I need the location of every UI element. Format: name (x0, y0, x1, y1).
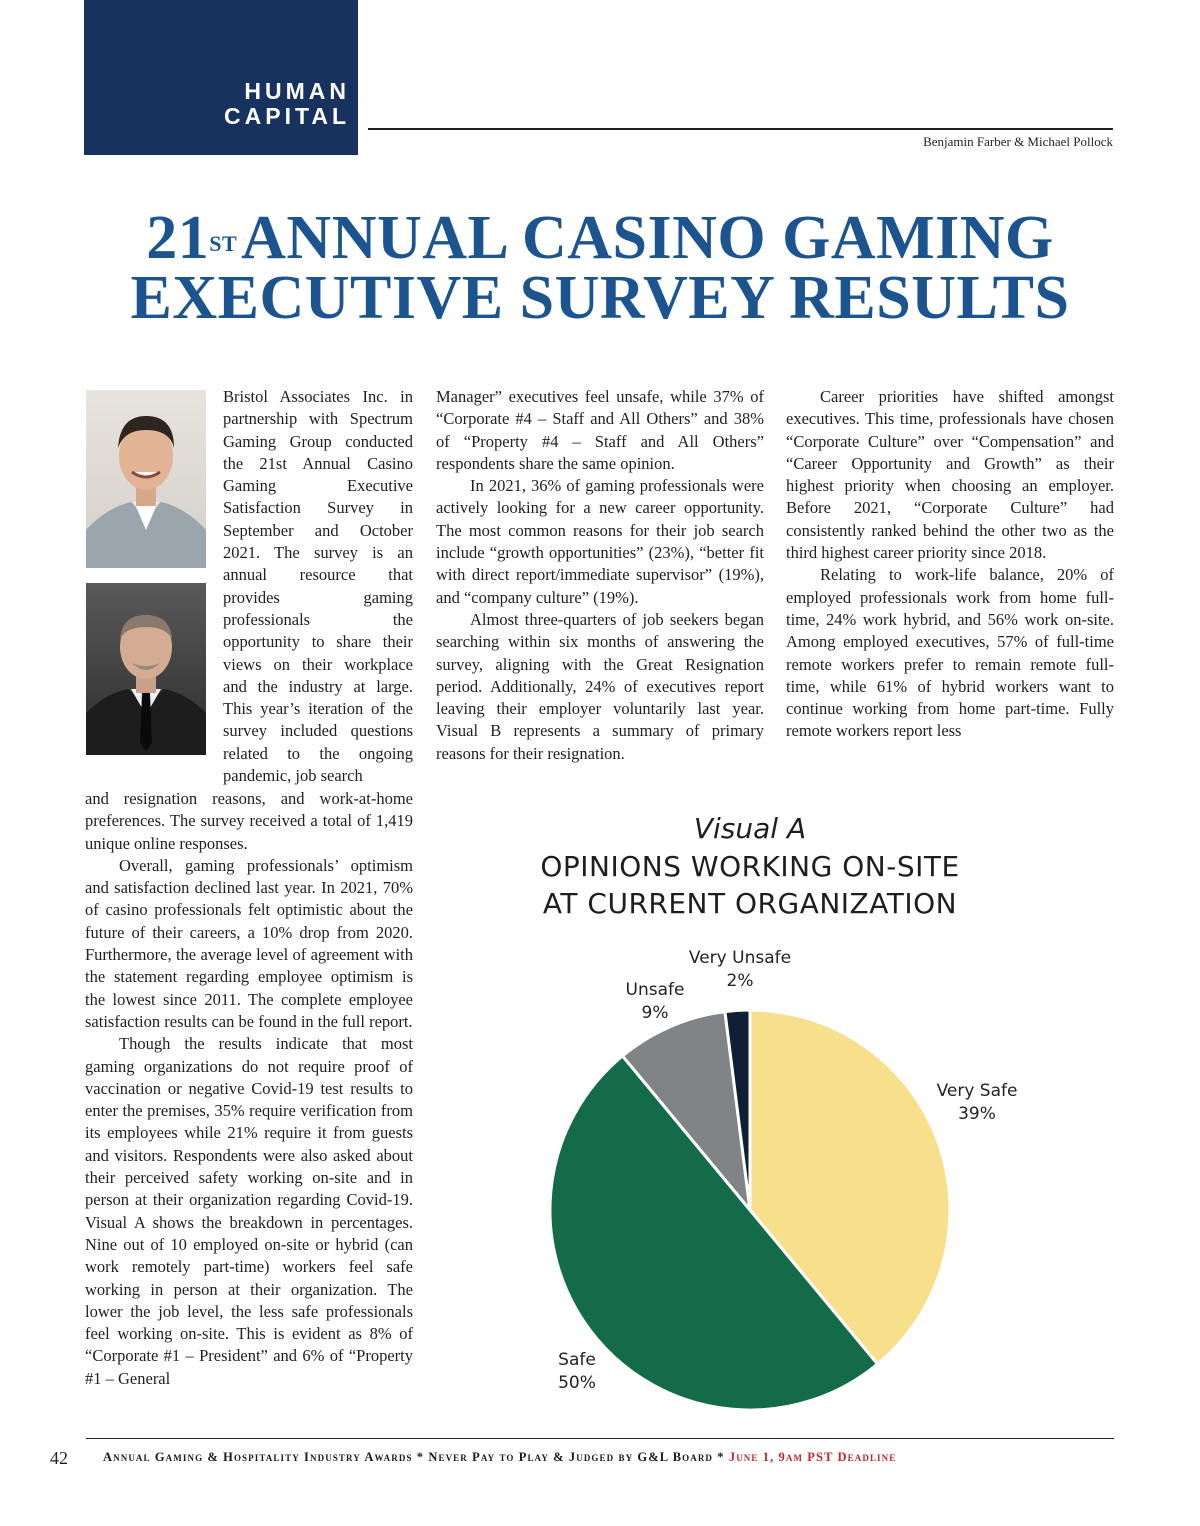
slice-value-label: 9% (641, 1003, 669, 1023)
byline: Benjamin Farber & Michael Pollock (923, 134, 1113, 149)
paragraph: Career priorities have shifted amongst executives. This time, professionals have chosen “Corporate Culture” over “Compensation” and “Career Opportunity and Growth” as their highest priority when choosing an employer. Before 2021, “Corporate Culture” had consistently ranked behind the other two as the third highest career priority since 2018. (786, 387, 1114, 563)
paragraph: In 2021, 36% of gaming professionals were actively looking for a new career opportunity. The most common reasons for their job search include “growth opportunities” (23%), “better fit with direct report/immediate supervisor” (19%), and “company culture” (19%). (436, 476, 764, 607)
section-banner (84, 0, 358, 155)
article-col1-bottom (85, 788, 413, 1390)
footer-deadline: June 1, 9am PST Deadline (728, 1450, 897, 1464)
page-number: 42 (50, 1448, 68, 1468)
article-col2 (436, 386, 764, 765)
header-divider (368, 128, 1113, 130)
article-col1-top (223, 386, 413, 787)
paragraph: Overall, gaming professionals’ optimism and satisfaction declined last year. In 2021, 70% of casino professionals felt optimistic about the future of their careers, a 10% drop from 2020. Furthermore, the average level of agreement with the statement regarding employee optimism is the lowest since 2011. The complete employee satisfaction results can be found in the full report. (85, 855, 413, 1031)
chart-title-line1: OPINIONS WORKING ON-SITE (540, 850, 960, 883)
slice-name-label: Very Unsafe (688, 948, 792, 968)
paragraph: Relating to work-life balance, 20% of employed professionals work from home full-time, 24% work hybrid, and 56% work on-site. Among employed executives, 57% of full-time remote workers prefer to remain remote full-time, while 61% of hybrid workers want to continue working from home part-time. Fully remote workers report less (786, 565, 1114, 741)
slice-value-label: 39% (958, 1104, 996, 1124)
slice-value-label: 2% (726, 971, 754, 991)
section-label (224, 79, 350, 129)
paragraph: Bristol Associates Inc. in partnership with Spectrum Gaming Group conducted the 21st Annual Casino Gaming Executive Satisfaction Survey in September and October 2021. The survey is an annual resource that provides gaming professionals the opportunity to share their views on their workplace and the industry at large. This year’s iteration of the survey included questions related to the ongoing pandemic, job search (223, 387, 413, 786)
pie-chart (480, 940, 1020, 1420)
paragraph: Though the results indicate that most gaming organizations do not require proof of vaccination or negative Covid-19 test results to enter the premises, 35% require verification from its employees while 21% require it from guests and visitors. Respondents were also asked about their perceived safety working on-site and in person at their organization regarding Covid-19. Visual A shows the breakdown in percentages. Nine out of 10 employed on-site or hybrid (can work remotely part-time) workers feel safe working in person at their organization. The lower the job level, the less safe professionals feel working on-site. This is evident as 8% of “Corporate #1 – President” and 6% of “Property #1 – General (85, 1034, 413, 1388)
section-label-line2: CAPITAL (224, 103, 350, 129)
footer-divider (86, 1438, 1114, 1439)
author-photo-2 (86, 583, 206, 755)
title-line1 (60, 204, 1140, 272)
article-title (60, 204, 1140, 332)
footer-banner (103, 1450, 896, 1465)
title-line2: EXECUTIVE SURVEY RESULTS (130, 264, 1070, 332)
chart-title-line2: AT CURRENT ORGANIZATION (542, 887, 958, 920)
article-col3 (786, 386, 1114, 743)
slice-name-label: Unsafe (625, 980, 685, 1000)
chart-label: Visual A (693, 812, 807, 845)
footer-text: Annual Gaming & Hospitality Industry Awards * Never Pay to Play & Judged by G&L Board * (103, 1450, 729, 1464)
paragraph: Manager” executives feel unsafe, while 37% of “Corporate #4 – Staff and All Others” and 38% of “Property #4 – Staff and All Others” respondents share the same opinion. (436, 387, 764, 473)
paragraph: Almost three-quarters of job seekers began searching within six months of answering the survey, aligning with the Great Resignation period. Additionally, 24% of executives report leaving their employer voluntarily last year. Visual B represents a summary of primary reasons for their resignation. (436, 609, 764, 763)
title-number: 21 (146, 204, 210, 272)
slice-value-label: 50% (558, 1373, 596, 1393)
slice-name-label: Safe (558, 1350, 596, 1370)
paragraph: and resignation reasons, and work-at-home preferences. The survey received a total of 1,419 unique online responses. (85, 789, 413, 853)
slice-name-label: Very Safe (936, 1081, 1018, 1101)
section-label-line1: HUMAN (244, 78, 350, 104)
title-ordinal: ST (209, 231, 238, 256)
author-photo-1 (86, 390, 206, 568)
title-line1-text: ANNUAL CASINO GAMING (241, 204, 1054, 272)
chart-title (480, 848, 1020, 922)
